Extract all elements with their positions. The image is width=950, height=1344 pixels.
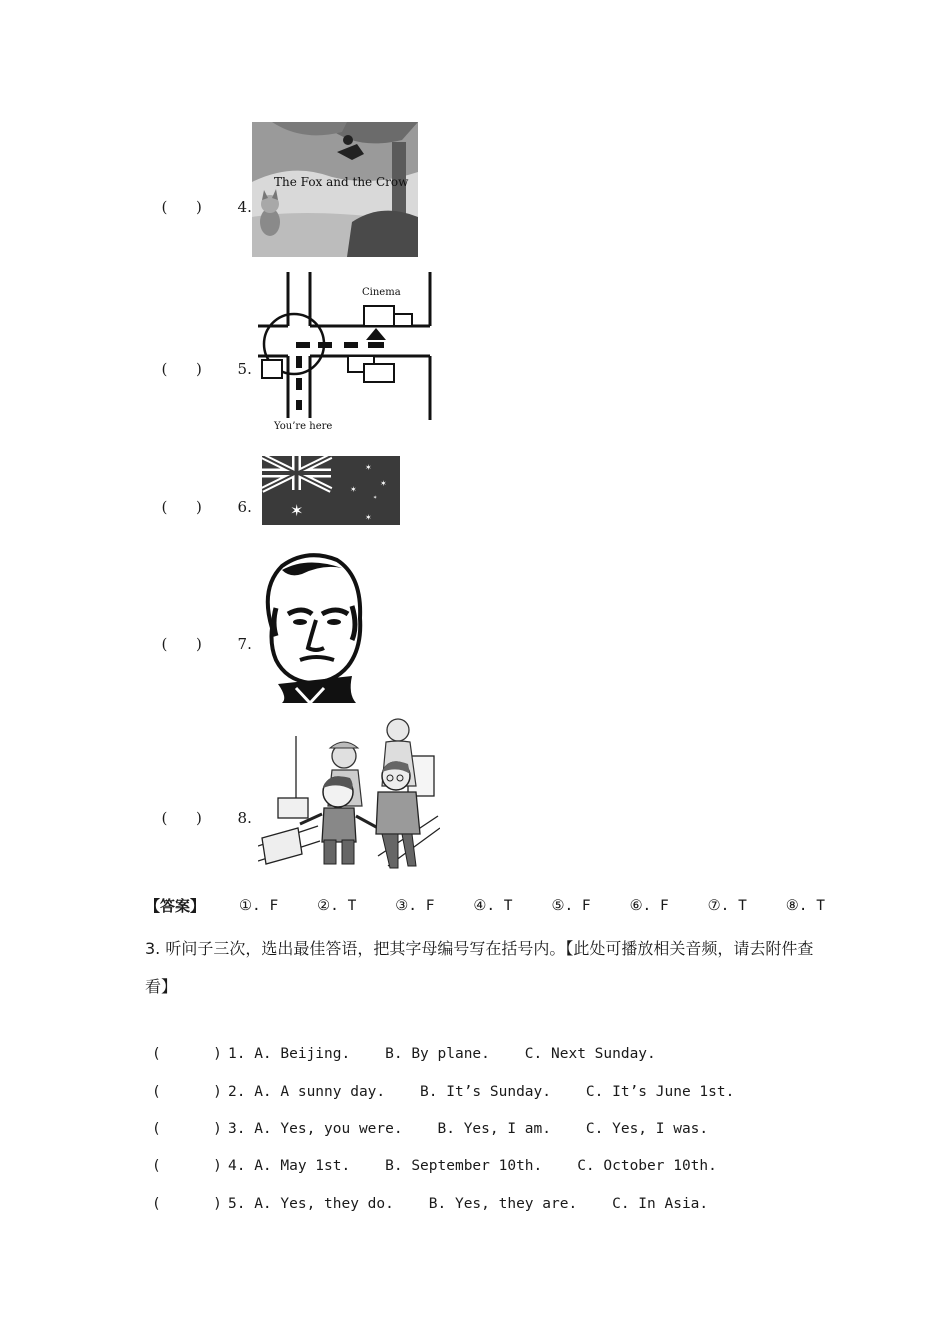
- answer-blank[interactable]: ( ): [161, 198, 202, 216]
- answer-item: ⑤. F: [551, 897, 591, 914]
- section-3-instruction: 3. 听问子三次，选出最佳答语，把其字母编号写在括号内。【此处可播放相关音频，请去附件查看】: [145, 939, 814, 996]
- question-text: 2. A. A sunny day. B. It’s Sunday. C. It’s June 1st.: [228, 1084, 735, 1100]
- answer-blank[interactable]: ( ): [161, 498, 202, 516]
- question-row-5: [152, 342, 252, 378]
- answer-blank[interactable]: ( ): [152, 1121, 222, 1137]
- answer-item: ⑦. T: [707, 897, 747, 914]
- fox-and-crow-picture: [252, 122, 418, 261]
- answer-blank[interactable]: ( ): [161, 360, 202, 378]
- answer-blank[interactable]: ( ): [152, 1158, 222, 1174]
- answer-blank[interactable]: ( ): [152, 1046, 222, 1062]
- question-text: 1. A. Beijing. B. By plane. C. Next Sunday.: [228, 1046, 656, 1062]
- question-row-6: [152, 480, 252, 516]
- svg-text:✶: ✶: [373, 495, 378, 501]
- answer-item: ⑥. F: [629, 897, 669, 914]
- bus-scene-picture: [258, 716, 440, 880]
- answer-item: ③. F: [395, 897, 435, 914]
- answer-blank[interactable]: ( ): [161, 809, 202, 827]
- answer-key: [145, 895, 825, 916]
- question-number: 5.: [237, 360, 252, 378]
- answer-blank[interactable]: ( ): [161, 635, 202, 653]
- question-row-7: [152, 617, 252, 653]
- answer-blank[interactable]: ( ): [152, 1084, 222, 1100]
- answer-label: 【答案】: [145, 897, 206, 915]
- answer-list: [239, 898, 825, 914]
- answer-item: ②. T: [317, 897, 357, 914]
- australia-flag-picture: [262, 456, 400, 529]
- svg-text:✶: ✶: [290, 501, 304, 520]
- listening-question-1: [152, 1046, 656, 1062]
- listening-question-3: [152, 1121, 708, 1137]
- question-text: 5. A. Yes, they do. B. Yes, they are. C. In Asia.: [228, 1196, 709, 1212]
- listening-question-4: [152, 1158, 717, 1174]
- question-number: 8.: [237, 809, 252, 827]
- question-number: 6.: [237, 498, 252, 516]
- answer-item: ④. T: [473, 897, 513, 914]
- question-number: 7.: [237, 635, 252, 653]
- picture-caption: The Fox and the Crow: [274, 175, 409, 189]
- street-map-picture: [252, 268, 437, 437]
- answer-item: ⑧. T: [785, 897, 825, 914]
- answer-blank[interactable]: ( ): [152, 1196, 222, 1212]
- map-label-bottom: You’re here: [274, 421, 333, 432]
- svg-text:✶: ✶: [380, 479, 387, 488]
- portrait-picture: [252, 548, 367, 707]
- listening-question-5: [152, 1196, 708, 1212]
- question-row-4: [152, 180, 252, 216]
- listening-question-2: [152, 1084, 734, 1100]
- question-text: 4. A. May 1st. B. September 10th. C. October 10th.: [228, 1158, 717, 1174]
- svg-text:✶: ✶: [365, 513, 372, 522]
- question-text: 3. A. Yes, you were. B. Yes, I am. C. Yes, I was.: [228, 1121, 709, 1137]
- question-row-8: [152, 791, 252, 827]
- svg-text:✶: ✶: [350, 485, 357, 494]
- question-number: 4.: [237, 198, 252, 216]
- map-label-top: Cinema: [362, 287, 401, 298]
- answer-item: ①. F: [239, 897, 279, 914]
- svg-text:✶: ✶: [365, 463, 372, 472]
